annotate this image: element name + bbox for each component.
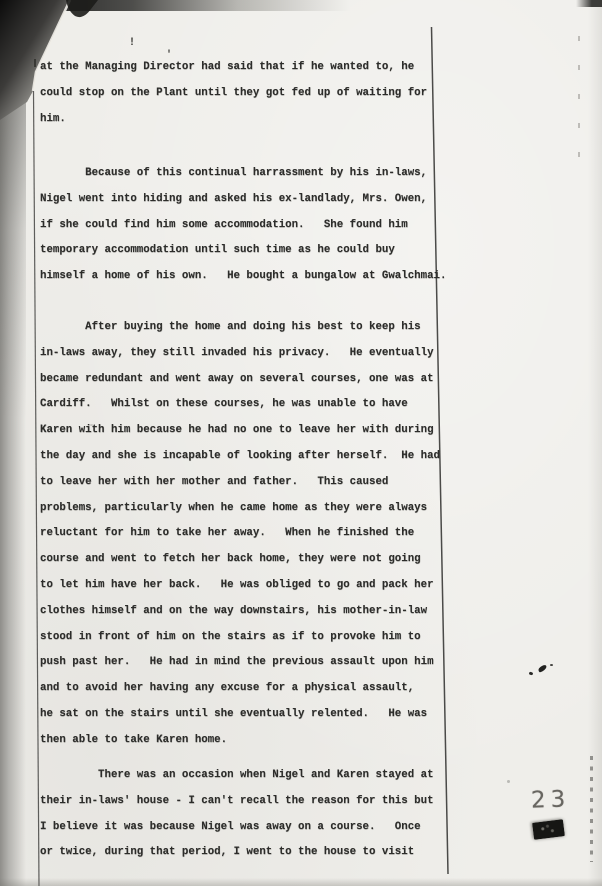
bottom-edge-shadow — [0, 878, 602, 886]
paragraph — [40, 763, 434, 866]
text-line: push past her. He had in mind the previous assault upon him — [40, 656, 434, 669]
paragraph — [40, 315, 440, 754]
text-line: then able to take Karen home. — [40, 733, 228, 746]
text-line: course and went to fetch her back home, they were not going — [40, 553, 421, 566]
text-line: There was an occasion when Nigel and Karen stayed at — [40, 769, 434, 781]
text-line: or twice, during that period, I went to the house to visit — [40, 846, 415, 859]
text-line: their in-laws' house - I can't recall the reason for this but — [40, 794, 434, 807]
text-line: Karen with him because he had no one to leave her with during — [40, 424, 434, 437]
cutoff-character-mark — [34, 59, 36, 67]
page-number-stamp: 23 — [530, 786, 571, 814]
paper-speck — [507, 780, 510, 783]
text-line: if she could find him some accommodation. She found him — [40, 218, 408, 231]
text-line: temporary accommodation until such time as he could buy — [40, 244, 395, 257]
fold-tab-artifact — [66, 0, 98, 17]
text-line: Nigel went into hiding and asked his ex-landlady, Mrs. Owen, — [40, 192, 428, 205]
text-line: Because of this continual harrassment by his in-laws, — [40, 167, 428, 179]
text-line: himself a home of his own. He bought a bungalow at Gwalchmai. — [40, 270, 447, 283]
text-line: he sat on the stairs until she eventually relented. He was — [40, 707, 428, 720]
text-line: to let him have her back. He was obliged to go and pack her — [40, 578, 434, 591]
paper-speck — [90, 424, 93, 426]
text-line: stood in front of him on the stairs as if to provoke him to — [40, 630, 421, 643]
text-line: After buying the home and doing his best to keep his — [40, 321, 421, 333]
text-line: reluctant for him to take her away. When he finished the — [40, 527, 415, 540]
text-line: Cardiff. Whilst on these courses, he was unable to have — [40, 398, 408, 411]
text-line: in-laws away, they still invaded his privacy. He eventually — [40, 346, 434, 359]
perforation-marks-upper — [578, 36, 580, 160]
text-line: the day and she is incapable of looking after herself. He had — [40, 449, 440, 462]
text-line: to leave her with her mother and father. This caused — [40, 475, 389, 488]
stray-type-mark: ' — [166, 50, 173, 61]
text-line: him. — [40, 112, 66, 125]
perforation-marks-lower — [590, 756, 593, 862]
stray-type-mark: ! — [129, 37, 136, 50]
text-line: and to avoid her having any excuse for a physical assault, — [40, 682, 415, 695]
paragraph — [40, 55, 427, 132]
text-line: at the Managing Director had said that if he wanted to, he — [40, 61, 415, 73]
ink-blot — [526, 663, 556, 679]
text-line: could stop on the Plant until they got fed up of waiting for — [40, 86, 428, 99]
margin-rule-left — [34, 91, 40, 886]
paragraph — [40, 161, 446, 290]
text-line: problems, particularly when he came home as they were always — [40, 501, 428, 514]
text-line: became redundant and went away on several courses, one was at — [40, 372, 434, 385]
text-line: clothes himself and on the way downstairs, his mother-in-law — [40, 604, 428, 617]
text-line: I believe it was because Nigel was away on a course. Once — [40, 820, 421, 833]
